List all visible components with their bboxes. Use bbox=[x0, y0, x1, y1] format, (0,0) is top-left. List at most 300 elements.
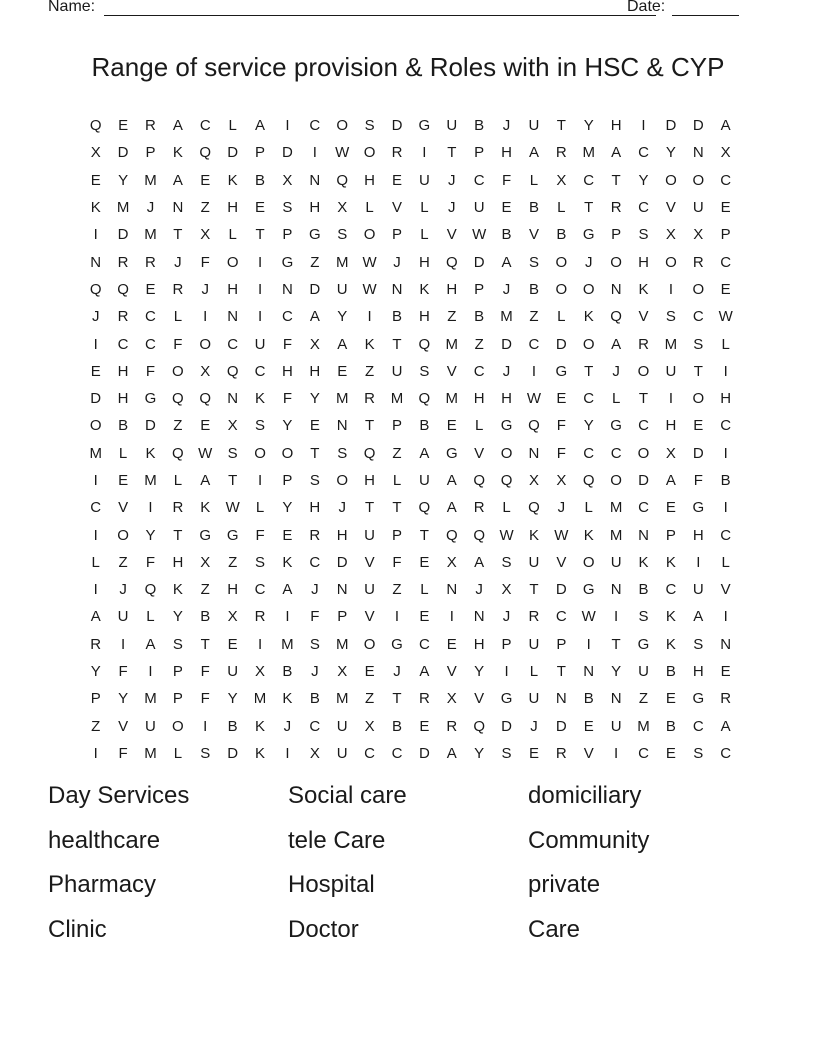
grid-letter[interactable]: B bbox=[118, 417, 129, 435]
grid-letter[interactable]: D bbox=[336, 553, 348, 571]
grid-letter[interactable]: C bbox=[720, 417, 732, 435]
grid-letter[interactable]: C bbox=[145, 308, 156, 326]
grid-letter[interactable]: M bbox=[500, 308, 513, 326]
grid-letter[interactable]: U bbox=[473, 199, 485, 217]
grid-letter[interactable]: O bbox=[199, 335, 212, 353]
grid-letter[interactable]: C bbox=[638, 499, 649, 517]
grid-letter[interactable]: H bbox=[473, 635, 485, 653]
grid-letter[interactable]: J bbox=[146, 199, 155, 217]
grid-letter[interactable]: C bbox=[583, 390, 595, 408]
grid-letter[interactable]: J bbox=[448, 199, 456, 217]
grid-letter[interactable]: I bbox=[93, 581, 98, 599]
grid-letter[interactable]: Y bbox=[638, 171, 649, 189]
grid-letter[interactable]: S bbox=[255, 553, 266, 571]
grid-letter[interactable]: C bbox=[227, 335, 239, 353]
grid-letter[interactable]: V bbox=[391, 199, 402, 217]
date-line[interactable] bbox=[672, 15, 739, 16]
grid-letter[interactable]: J bbox=[502, 280, 511, 298]
grid-letter[interactable]: E bbox=[419, 717, 430, 735]
grid-letter[interactable]: N bbox=[583, 663, 595, 681]
grid-letter[interactable]: S bbox=[309, 635, 320, 653]
grid-letter[interactable]: D bbox=[90, 390, 102, 408]
grid-letter[interactable]: J bbox=[119, 581, 127, 599]
grid-letter[interactable]: S bbox=[501, 744, 512, 762]
grid-letter[interactable]: Y bbox=[583, 417, 594, 435]
grid-letter[interactable]: B bbox=[665, 663, 676, 681]
grid-letter[interactable]: L bbox=[557, 308, 566, 326]
grid-letter[interactable]: R bbox=[145, 253, 156, 271]
grid-letter[interactable]: U bbox=[145, 717, 156, 735]
grid-letter[interactable]: N bbox=[610, 581, 622, 599]
grid-letter[interactable]: S bbox=[501, 553, 512, 571]
grid-letter[interactable]: E bbox=[145, 280, 156, 298]
grid-letter[interactable]: G bbox=[144, 390, 157, 408]
grid-letter[interactable]: O bbox=[117, 526, 129, 544]
grid-letter[interactable]: I bbox=[668, 280, 673, 298]
grid-letter[interactable]: U bbox=[364, 526, 376, 544]
grid-letter[interactable]: Y bbox=[474, 663, 485, 681]
grid-letter[interactable]: L bbox=[611, 390, 621, 408]
grid-letter[interactable]: C bbox=[665, 581, 677, 599]
grid-letter[interactable]: U bbox=[336, 717, 348, 735]
grid-letter[interactable]: G bbox=[610, 417, 622, 435]
grid-letter[interactable]: N bbox=[90, 253, 102, 271]
grid-letter[interactable]: U bbox=[665, 362, 677, 380]
grid-letter[interactable]: X bbox=[693, 226, 704, 244]
grid-letter[interactable]: O bbox=[500, 444, 513, 462]
grid-letter[interactable]: K bbox=[665, 635, 676, 653]
grid-letter[interactable]: P bbox=[665, 526, 676, 544]
grid-letter[interactable]: U bbox=[364, 581, 376, 599]
grid-letter[interactable]: M bbox=[445, 390, 459, 408]
grid-letter[interactable]: K bbox=[638, 553, 649, 571]
grid-letter[interactable]: K bbox=[282, 690, 293, 708]
grid-letter[interactable]: L bbox=[529, 663, 539, 681]
grid-letter[interactable]: W bbox=[554, 526, 569, 544]
grid-letter[interactable]: P bbox=[720, 226, 731, 244]
grid-letter[interactable]: I bbox=[422, 144, 427, 162]
grid-letter[interactable]: N bbox=[172, 199, 184, 217]
grid-letter[interactable]: F bbox=[145, 362, 156, 380]
grid-letter[interactable]: A bbox=[255, 117, 266, 135]
grid-letter[interactable]: E bbox=[556, 390, 567, 408]
grid-letter[interactable]: A bbox=[145, 635, 156, 653]
grid-letter[interactable]: L bbox=[118, 444, 128, 462]
grid-letter[interactable]: O bbox=[336, 472, 349, 489]
grid-letter[interactable]: X bbox=[200, 553, 211, 571]
grid-letter[interactable]: Y bbox=[611, 663, 622, 681]
grid-letter[interactable]: Z bbox=[392, 581, 402, 599]
grid-letter[interactable]: S bbox=[638, 608, 649, 626]
grid-letter[interactable]: N bbox=[692, 144, 704, 162]
grid-letter[interactable]: R bbox=[473, 499, 485, 517]
grid-letter[interactable]: T bbox=[365, 417, 375, 435]
grid-letter[interactable]: T bbox=[611, 171, 621, 189]
grid-letter[interactable]: K bbox=[364, 335, 375, 353]
grid-letter[interactable]: R bbox=[90, 635, 102, 653]
grid-letter[interactable]: D bbox=[227, 144, 239, 162]
grid-letter[interactable]: I bbox=[723, 362, 728, 380]
grid-letter[interactable]: P bbox=[391, 226, 402, 244]
grid-letter[interactable]: Q bbox=[445, 526, 458, 544]
grid-letter[interactable]: L bbox=[420, 199, 429, 217]
grid-letter[interactable]: F bbox=[556, 417, 566, 435]
grid-letter[interactable]: D bbox=[473, 253, 485, 271]
grid-letter[interactable]: P bbox=[474, 144, 485, 162]
grid-letter[interactable]: Q bbox=[528, 499, 540, 517]
grid-letter[interactable]: I bbox=[586, 635, 591, 653]
grid-letter[interactable]: J bbox=[502, 362, 511, 380]
grid-letter[interactable]: C bbox=[309, 553, 321, 571]
grid-letter[interactable]: L bbox=[91, 553, 100, 571]
grid-letter[interactable]: V bbox=[364, 553, 375, 571]
grid-letter[interactable]: G bbox=[281, 253, 294, 271]
grid-letter[interactable]: H bbox=[692, 663, 704, 681]
grid-letter[interactable]: I bbox=[93, 226, 98, 244]
name-line[interactable] bbox=[104, 15, 656, 16]
grid-letter[interactable]: V bbox=[364, 608, 375, 626]
grid-letter[interactable]: S bbox=[665, 308, 676, 326]
grid-letter[interactable]: Q bbox=[117, 280, 129, 298]
grid-letter[interactable]: E bbox=[118, 472, 129, 489]
grid-letter[interactable]: U bbox=[254, 335, 266, 353]
grid-letter[interactable]: Z bbox=[365, 362, 375, 380]
grid-letter[interactable]: B bbox=[474, 308, 485, 326]
grid-letter[interactable]: H bbox=[364, 171, 376, 189]
grid-letter[interactable]: D bbox=[418, 744, 430, 762]
grid-letter[interactable]: L bbox=[255, 499, 265, 517]
grid-letter[interactable]: U bbox=[528, 690, 540, 708]
grid-letter[interactable]: X bbox=[665, 444, 676, 462]
grid-letter[interactable]: S bbox=[309, 472, 320, 489]
grid-letter[interactable]: E bbox=[255, 199, 266, 217]
grid-letter[interactable]: E bbox=[419, 608, 430, 626]
grid-letter[interactable]: A bbox=[720, 117, 731, 135]
grid-letter[interactable]: M bbox=[445, 335, 459, 353]
grid-letter[interactable]: L bbox=[146, 608, 155, 626]
grid-letter[interactable]: C bbox=[282, 308, 293, 326]
grid-letter[interactable]: S bbox=[337, 226, 348, 244]
grid-letter[interactable]: Q bbox=[226, 362, 239, 380]
grid-letter[interactable]: F bbox=[200, 253, 210, 271]
grid-letter[interactable]: C bbox=[364, 744, 376, 762]
grid-letter[interactable]: X bbox=[200, 226, 211, 244]
grid-letter[interactable]: A bbox=[611, 144, 622, 162]
grid-letter[interactable]: V bbox=[446, 663, 457, 681]
grid-letter[interactable]: K bbox=[227, 171, 238, 189]
grid-letter[interactable]: L bbox=[173, 472, 183, 489]
grid-letter[interactable]: G bbox=[500, 417, 513, 435]
grid-letter[interactable]: B bbox=[200, 608, 211, 626]
grid-letter[interactable]: M bbox=[335, 635, 349, 653]
grid-letter[interactable]: M bbox=[637, 717, 650, 735]
grid-letter[interactable]: E bbox=[200, 171, 211, 189]
grid-letter[interactable]: I bbox=[93, 335, 98, 353]
grid-letter[interactable]: C bbox=[720, 526, 732, 544]
grid-letter[interactable]: I bbox=[285, 117, 290, 135]
grid-letter[interactable]: K bbox=[583, 308, 594, 326]
grid-letter[interactable]: J bbox=[91, 308, 100, 326]
grid-letter[interactable]: B bbox=[528, 199, 539, 217]
grid-letter[interactable]: T bbox=[228, 472, 238, 489]
grid-letter[interactable]: N bbox=[720, 635, 732, 653]
grid-letter[interactable]: F bbox=[310, 608, 320, 626]
grid-letter[interactable]: G bbox=[391, 635, 403, 653]
grid-letter[interactable]: B bbox=[720, 472, 731, 489]
grid-letter[interactable]: O bbox=[692, 171, 705, 189]
grid-letter[interactable]: S bbox=[528, 253, 539, 271]
grid-letter[interactable]: F bbox=[556, 444, 566, 462]
grid-letter[interactable]: W bbox=[472, 226, 487, 244]
grid-letter[interactable]: T bbox=[200, 635, 210, 653]
grid-letter[interactable]: K bbox=[172, 144, 183, 162]
grid-letter[interactable]: V bbox=[446, 226, 457, 244]
grid-letter[interactable]: O bbox=[692, 390, 705, 408]
grid-letter[interactable]: C bbox=[254, 581, 266, 599]
grid-letter[interactable]: O bbox=[363, 635, 376, 653]
grid-letter[interactable]: E bbox=[693, 417, 704, 435]
grid-letter[interactable]: M bbox=[144, 744, 157, 762]
grid-letter[interactable]: U bbox=[117, 608, 129, 626]
grid-letter[interactable]: X bbox=[446, 553, 457, 571]
grid-letter[interactable]: Z bbox=[638, 690, 649, 708]
grid-letter[interactable]: M bbox=[144, 690, 157, 708]
grid-letter[interactable]: Z bbox=[173, 417, 183, 435]
grid-letter[interactable]: M bbox=[582, 144, 595, 162]
grid-letter[interactable]: B bbox=[255, 171, 266, 189]
grid-letter[interactable]: G bbox=[582, 226, 595, 244]
grid-letter[interactable]: P bbox=[282, 226, 293, 244]
grid-letter[interactable]: L bbox=[721, 335, 730, 353]
grid-letter[interactable]: E bbox=[90, 171, 101, 189]
grid-letter[interactable]: P bbox=[90, 690, 101, 708]
grid-letter[interactable]: I bbox=[257, 472, 263, 489]
grid-letter[interactable]: I bbox=[723, 608, 728, 626]
grid-letter[interactable]: X bbox=[720, 144, 731, 162]
grid-letter[interactable]: E bbox=[118, 117, 129, 135]
grid-letter[interactable]: H bbox=[227, 280, 239, 298]
grid-letter[interactable]: Q bbox=[610, 308, 622, 326]
grid-letter[interactable]: Q bbox=[172, 444, 184, 462]
grid-letter[interactable]: X bbox=[446, 690, 457, 708]
grid-letter[interactable]: J bbox=[502, 608, 511, 626]
grid-letter[interactable]: B bbox=[419, 417, 430, 435]
grid-letter[interactable]: K bbox=[255, 390, 266, 408]
grid-letter[interactable]: W bbox=[335, 144, 350, 162]
grid-letter[interactable]: P bbox=[145, 144, 156, 162]
grid-letter[interactable]: P bbox=[474, 280, 485, 298]
grid-letter[interactable]: G bbox=[308, 226, 321, 244]
grid-letter[interactable]: B bbox=[556, 226, 567, 244]
grid-letter[interactable]: O bbox=[610, 472, 622, 489]
grid-letter[interactable]: P bbox=[255, 144, 266, 162]
grid-letter[interactable]: W bbox=[526, 390, 542, 408]
grid-letter[interactable]: E bbox=[309, 417, 320, 435]
grid-letter[interactable]: Q bbox=[418, 499, 431, 517]
grid-letter[interactable]: R bbox=[528, 608, 540, 626]
grid-letter[interactable]: I bbox=[93, 472, 98, 489]
grid-letter[interactable]: S bbox=[693, 744, 704, 762]
grid-letter[interactable]: I bbox=[614, 608, 619, 626]
grid-letter[interactable]: I bbox=[257, 308, 263, 326]
grid-letter[interactable]: A bbox=[665, 472, 676, 489]
grid-letter[interactable]: X bbox=[665, 226, 676, 244]
grid-letter[interactable]: C bbox=[720, 253, 732, 271]
grid-letter[interactable]: M bbox=[281, 635, 294, 653]
grid-letter[interactable]: A bbox=[693, 608, 704, 626]
grid-letter[interactable]: A bbox=[419, 444, 430, 462]
grid-letter[interactable]: M bbox=[335, 690, 349, 708]
grid-letter[interactable]: F bbox=[392, 553, 402, 571]
grid-letter[interactable]: H bbox=[501, 144, 512, 162]
grid-letter[interactable]: O bbox=[665, 253, 677, 271]
grid-letter[interactable]: E bbox=[665, 499, 676, 517]
grid-letter[interactable]: X bbox=[255, 663, 266, 681]
grid-letter[interactable]: Q bbox=[363, 444, 376, 462]
grid-letter[interactable]: V bbox=[556, 553, 567, 571]
grid-letter[interactable]: R bbox=[638, 335, 649, 353]
grid-letter[interactable]: N bbox=[555, 690, 567, 708]
grid-letter[interactable]: R bbox=[446, 717, 458, 735]
grid-letter[interactable]: Y bbox=[583, 117, 594, 135]
grid-letter[interactable]: M bbox=[335, 390, 349, 408]
grid-letter[interactable]: H bbox=[309, 499, 321, 517]
grid-letter[interactable]: I bbox=[203, 717, 208, 735]
grid-letter[interactable]: U bbox=[336, 280, 348, 298]
grid-letter[interactable]: Q bbox=[500, 472, 513, 489]
grid-letter[interactable]: P bbox=[391, 526, 402, 544]
grid-letter[interactable]: K bbox=[282, 553, 293, 571]
grid-letter[interactable]: Z bbox=[228, 553, 238, 571]
grid-letter[interactable]: Y bbox=[172, 608, 183, 626]
grid-letter[interactable]: R bbox=[309, 526, 321, 544]
grid-letter[interactable]: Z bbox=[474, 335, 484, 353]
grid-letter[interactable]: S bbox=[172, 635, 183, 653]
grid-letter[interactable]: G bbox=[692, 499, 705, 517]
grid-letter[interactable]: I bbox=[121, 635, 126, 653]
grid-letter[interactable]: A bbox=[309, 308, 320, 326]
grid-letter[interactable]: G bbox=[692, 690, 705, 708]
grid-letter[interactable]: K bbox=[255, 744, 266, 762]
grid-letter[interactable]: G bbox=[500, 690, 513, 708]
grid-letter[interactable]: G bbox=[582, 581, 595, 599]
grid-letter[interactable]: D bbox=[309, 280, 321, 298]
grid-letter[interactable]: Y bbox=[282, 417, 293, 435]
grid-letter[interactable]: G bbox=[637, 635, 650, 653]
grid-letter[interactable]: J bbox=[584, 253, 593, 271]
grid-letter[interactable]: Y bbox=[337, 308, 348, 326]
grid-letter[interactable]: Z bbox=[118, 553, 128, 571]
grid-letter[interactable]: S bbox=[419, 362, 430, 380]
grid-letter[interactable]: T bbox=[611, 635, 621, 653]
grid-letter[interactable]: U bbox=[638, 663, 649, 681]
grid-letter[interactable]: G bbox=[555, 362, 568, 380]
grid-letter[interactable]: X bbox=[337, 199, 348, 217]
grid-letter[interactable]: H bbox=[336, 526, 348, 544]
grid-letter[interactable]: T bbox=[392, 690, 402, 708]
grid-letter[interactable]: C bbox=[692, 717, 704, 735]
grid-letter[interactable]: D bbox=[555, 335, 567, 353]
grid-letter[interactable]: U bbox=[227, 663, 239, 681]
grid-letter[interactable]: J bbox=[311, 581, 319, 599]
grid-letter[interactable]: O bbox=[172, 717, 184, 735]
grid-letter[interactable]: L bbox=[365, 199, 374, 217]
grid-letter[interactable]: H bbox=[418, 253, 430, 271]
grid-letter[interactable]: I bbox=[312, 144, 317, 162]
grid-letter[interactable]: D bbox=[692, 117, 704, 135]
grid-letter[interactable]: U bbox=[528, 553, 540, 571]
grid-letter[interactable]: D bbox=[501, 335, 512, 353]
grid-letter[interactable]: W bbox=[225, 499, 240, 517]
grid-letter[interactable]: S bbox=[693, 335, 704, 353]
grid-letter[interactable]: O bbox=[637, 362, 650, 380]
grid-letter[interactable]: Z bbox=[200, 199, 210, 217]
grid-letter[interactable]: U bbox=[528, 635, 540, 653]
grid-letter[interactable]: M bbox=[253, 690, 267, 708]
grid-letter[interactable]: I bbox=[696, 553, 701, 571]
grid-letter[interactable]: E bbox=[720, 280, 731, 298]
grid-letter[interactable]: Q bbox=[172, 390, 184, 408]
grid-letter[interactable]: X bbox=[528, 472, 539, 489]
grid-letter[interactable]: U bbox=[446, 117, 458, 135]
grid-letter[interactable]: X bbox=[227, 608, 238, 626]
grid-letter[interactable]: U bbox=[418, 472, 430, 489]
grid-letter[interactable]: H bbox=[227, 199, 239, 217]
grid-letter[interactable]: B bbox=[474, 117, 485, 135]
grid-letter[interactable]: M bbox=[609, 526, 623, 544]
grid-letter[interactable]: O bbox=[610, 253, 622, 271]
grid-letter[interactable]: X bbox=[90, 144, 101, 162]
grid-letter[interactable]: T bbox=[173, 526, 183, 544]
grid-letter[interactable]: C bbox=[145, 335, 156, 353]
grid-letter[interactable]: W bbox=[198, 444, 213, 462]
grid-letter[interactable]: N bbox=[309, 171, 321, 189]
grid-letter[interactable]: Q bbox=[418, 390, 431, 408]
grid-letter[interactable]: J bbox=[283, 717, 292, 735]
grid-letter[interactable]: H bbox=[501, 390, 512, 408]
grid-letter[interactable]: Z bbox=[200, 581, 210, 599]
grid-letter[interactable]: H bbox=[172, 553, 184, 571]
grid-letter[interactable]: Z bbox=[365, 690, 375, 708]
grid-letter[interactable]: B bbox=[583, 690, 594, 708]
grid-letter[interactable]: O bbox=[555, 280, 568, 298]
grid-letter[interactable]: E bbox=[391, 171, 402, 189]
grid-letter[interactable]: E bbox=[720, 199, 731, 217]
grid-letter[interactable]: X bbox=[200, 362, 211, 380]
grid-letter[interactable]: H bbox=[720, 390, 732, 408]
grid-letter[interactable]: A bbox=[446, 499, 457, 517]
grid-letter[interactable]: B bbox=[309, 690, 320, 708]
grid-letter[interactable]: C bbox=[528, 335, 540, 353]
grid-letter[interactable]: M bbox=[335, 253, 349, 271]
grid-letter[interactable]: L bbox=[502, 499, 511, 517]
grid-letter[interactable]: Q bbox=[528, 417, 540, 435]
grid-letter[interactable]: N bbox=[473, 608, 485, 626]
grid-letter[interactable]: N bbox=[227, 390, 239, 408]
grid-letter[interactable]: D bbox=[692, 444, 704, 462]
grid-letter[interactable]: P bbox=[556, 635, 567, 653]
grid-letter[interactable]: R bbox=[720, 690, 732, 708]
grid-letter[interactable]: V bbox=[528, 226, 539, 244]
grid-letter[interactable]: F bbox=[173, 335, 183, 353]
grid-letter[interactable]: E bbox=[665, 744, 676, 762]
grid-letter[interactable]: P bbox=[282, 472, 293, 489]
grid-letter[interactable]: C bbox=[254, 362, 266, 380]
grid-letter[interactable]: R bbox=[364, 390, 376, 408]
grid-letter[interactable]: E bbox=[419, 553, 430, 571]
grid-letter[interactable]: J bbox=[475, 581, 483, 599]
grid-letter[interactable]: J bbox=[393, 663, 401, 681]
